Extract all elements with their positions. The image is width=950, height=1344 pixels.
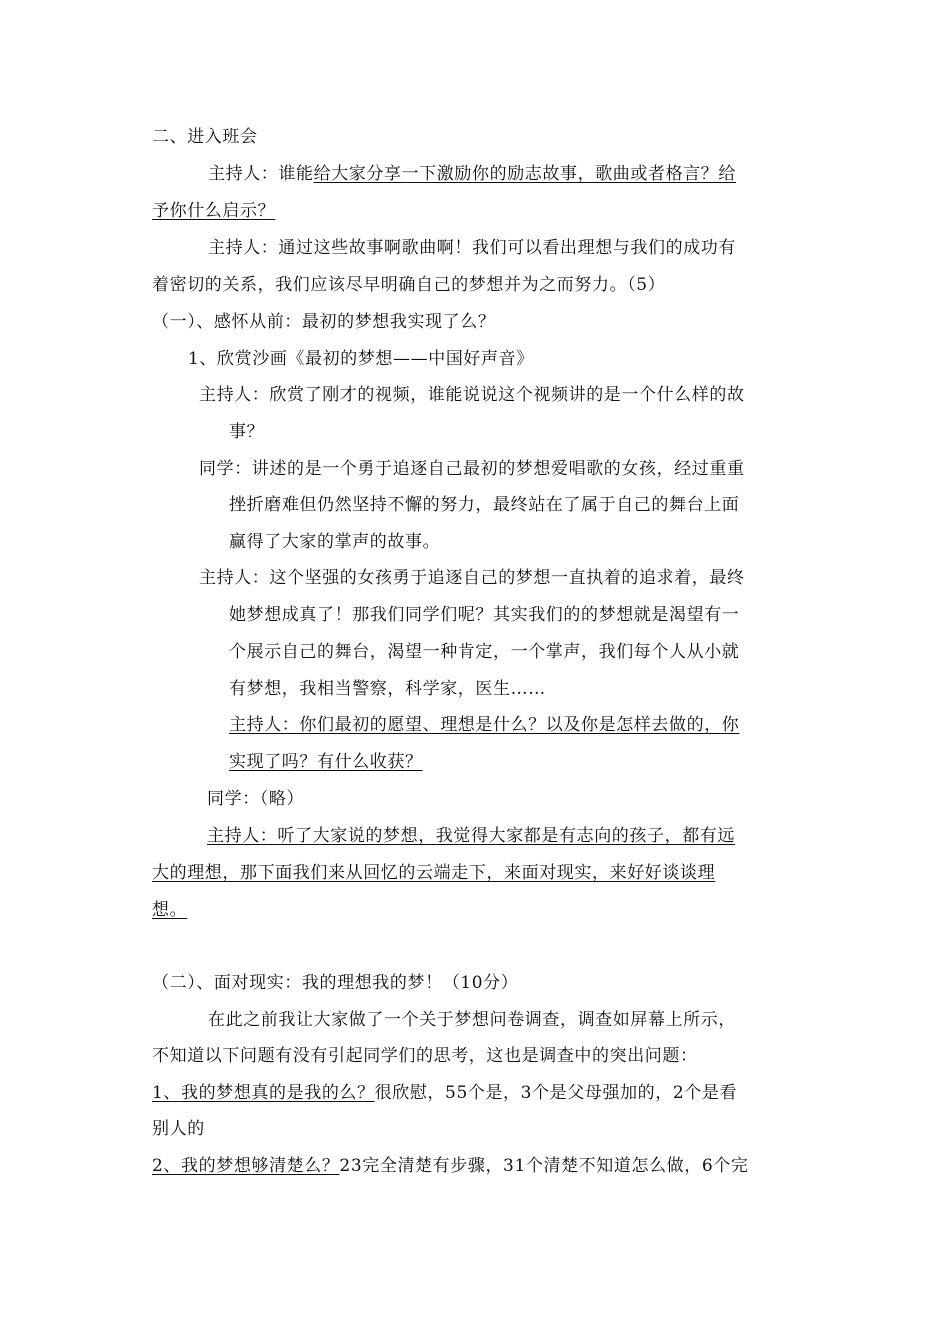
underlined-paragraph: 大的理想，那下面我们来从回忆的云端走下，来面对现实，来好好谈谈理	[152, 863, 716, 883]
underlined-question: 给大家分享一下激励你的励志故事，歌曲或者格言？给	[313, 164, 737, 184]
paragraph-line: 不知道以下问题有没有引起同学们的思考，这也是调查中的突出问题：	[152, 1046, 698, 1066]
dialog-line: 挫折磨难但仍然坚持不懈的努力，最终站在了属于自己的舞台上面	[229, 495, 740, 515]
part1-heading: （一）、感怀从前：最初的梦想我实现了么？	[152, 312, 496, 332]
dialog-line: 事？	[229, 422, 265, 442]
paragraph-line	[208, 163, 736, 185]
underlined-question: 实现了吗？有什么收获？	[229, 752, 423, 772]
paragraph-line: 在此之前我让大家做了一个关于梦想问卷调查，调查如屏幕上所示，	[208, 1010, 736, 1030]
underlined-question-cont: 予你什么启示？	[152, 201, 276, 221]
dialog-line: 同学：（略）	[207, 789, 305, 809]
paragraph-line: 着密切的关系，我们应该尽早明确自己的梦想并为之而努力。（5）	[152, 275, 666, 295]
dialog-line: 个展示自己的舞台，渴望一种肯定，一个掌声，我们每个人从小就	[229, 642, 740, 662]
dialog-line: 主持人：欣赏了刚才的视频，谁能说说这个视频讲的是一个什么样的故	[199, 385, 745, 405]
question-label: 2、我的梦想够清楚么？	[152, 1156, 340, 1176]
dialog-line: 赢得了大家的掌声的故事。	[229, 532, 441, 552]
dialog-line: 她梦想成真了！那我们同学们呢？其实我们的的梦想就是渴望有一	[229, 605, 740, 625]
underlined-question: 主持人：你们最初的愿望、理想是什么？以及你是怎样去做的，你	[229, 715, 740, 735]
dialog-line: 同学：讲述的是一个勇于追逐自己最初的梦想爱唱歌的女孩，经过重重	[199, 459, 745, 479]
paragraph-line: 主持人：通过这些故事啊歌曲啊！我们可以看出理想与我们的成功有	[208, 238, 736, 258]
section-heading: 二、进入班会	[152, 127, 258, 147]
question-label: 1、我的梦想真的是我的么？	[152, 1083, 375, 1103]
underlined-paragraph: 想。	[152, 900, 188, 920]
paragraph-line: 别人的	[152, 1119, 205, 1139]
list-item: 1、欣赏沙画《最初的梦想——中国好声音》	[188, 349, 534, 369]
question-answer: 23完全清楚有步骤，31个清楚不知道怎么做，6个完	[339, 1156, 749, 1176]
survey-question	[152, 1155, 749, 1177]
underlined-paragraph: 主持人：听了大家说的梦想，我觉得大家都是有志向的孩子，都有远	[207, 826, 735, 846]
dialog-line: 有梦想，我相当警察，科学家，医生……	[229, 679, 546, 699]
part2-heading: （二）、面对现实：我的理想我的梦！（10分）	[152, 973, 519, 993]
dialog-line: 主持人：这个坚强的女孩勇于追逐自己的梦想一直执着的追求着，最终	[199, 568, 745, 588]
survey-question	[152, 1082, 737, 1104]
host-label: 主持人：谁能	[208, 164, 314, 184]
question-answer: 很欣慰，55个是，3个是父母强加的，2个是看	[374, 1083, 738, 1103]
